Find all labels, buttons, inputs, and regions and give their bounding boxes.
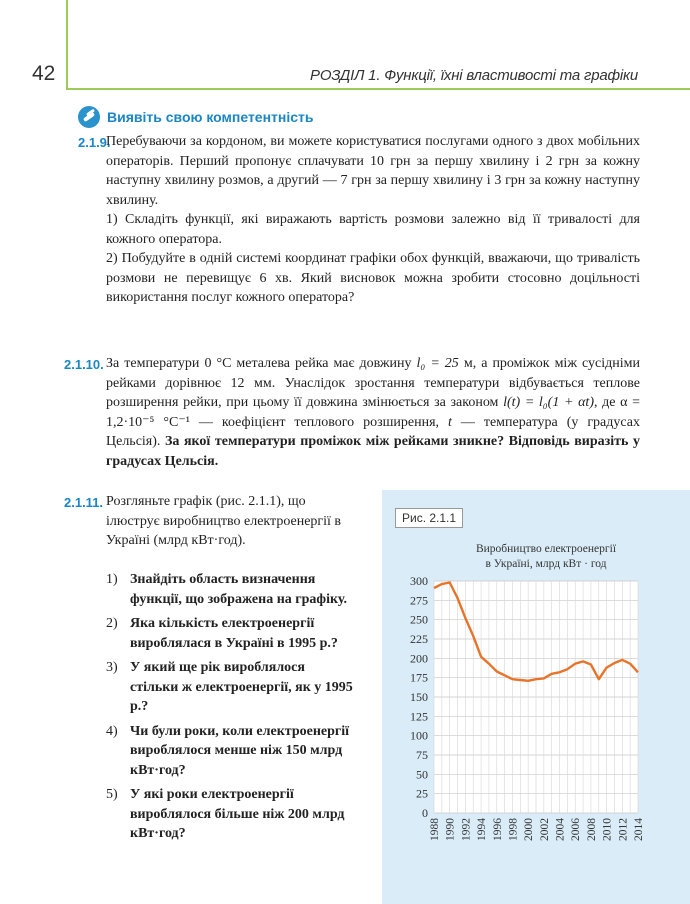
y-tick-label: 50 [416,767,428,782]
y-tick-label: 225 [410,632,428,646]
x-tick-label: 2004 [554,818,567,841]
y-tick-label: 175 [410,670,428,685]
y-tick-label: 300 [410,574,428,588]
question-item: 5) У які роки електроенергії вироблялося більше ніж 200 млрд кВт·год? [106,787,345,841]
electricity-chart [382,490,690,904]
formula-t: t [448,414,452,430]
formula-alpha: α = 1,2·10⁻⁵ °С⁻¹ [106,395,641,430]
problem-text: м, а проміжок між сусідніми рейками дорівнює 12 мм. Унаслідок зростання температури відбувається теплове розширення рейки, при цьому її довжина змінюється за законом [106,356,640,410]
chart-title: Виробництво електроенергії [475,543,617,555]
y-tick-label: 0 [422,806,428,820]
problem-number-2-1-10: 2.1.10. [64,357,104,372]
problem-text: Перебуваючи за кордоном, ви можете користуватися послугами одного з двох мобільних операторів. Перший пропонує сплачувати 10 грн за першу хвилину і 2 грн за кожну наступну хвилину розмов, а другий — 7 грн за першу хвилину і 3 грн за кожну наступну хвилину. [106,134,640,208]
x-tick-label: 1994 [476,818,489,841]
question-item: 3) У який ще рік вироблялося стільки ж електроенергії, як у 1995 р.? [106,660,353,714]
x-tick-label: 1992 [460,818,473,841]
y-tick-label: 25 [416,786,428,801]
problem-2-1-10 [106,354,640,471]
question-item: 2) Яка кількість електроенергії вироблялася в Україні в 1995 р.? [106,616,338,651]
y-tick-label: 250 [410,612,428,627]
problem-question: За якої температури проміжок між рейками зникне? Відповідь виразіть у градусах Цельсія. [106,434,641,469]
problem-number-2-1-11: 2.1.11. [64,495,104,510]
section-header [78,106,314,128]
competence-icon [78,106,100,128]
question-list [106,570,356,849]
section-title: Виявіть свою компетентність [107,109,314,125]
x-tick-label: 1998 [507,818,520,841]
page-number: 42 [32,62,56,85]
x-tick-label: 1988 [429,818,441,841]
x-tick-label: 2006 [570,818,583,841]
y-tick-label: 150 [410,690,428,704]
y-tick-label: 275 [410,593,428,608]
problem-text: — коефіцієнт теплового розширення, [198,414,440,430]
x-tick-label: 2008 [585,818,598,841]
question-item: 1) Знайдіть область визначення функції, що зображена на графіку. [106,572,347,607]
y-tick-label: 125 [410,709,428,724]
running-head: РОЗДІЛ 1. Функції, їхні властивості та графіки [310,67,638,84]
x-tick-label: 1996 [491,818,504,841]
x-tick-label: 1990 [444,818,457,841]
question-item: 4) Чи були роки, коли електроенергії вироблялося менше ніж 150 млрд кВт·год? [106,723,350,778]
x-tick-label: 2000 [523,818,536,841]
y-tick-label: 200 [410,651,428,666]
problem-2-1-11 [106,492,358,551]
problem-number-2-1-9: 2.1.9. [78,135,111,150]
y-tick-label: 100 [410,728,428,743]
problem-item: 2) Побудуйте в одній системі координат графіки обох функцій, вважаючи, що тривалість розмови не перевищує 6 хв. Який висновок можна зробити стосовно доцільності використання послуг кожного оператора? [106,251,640,305]
problem-text: — температура (у градусах Цельсія). [106,414,640,449]
formula-law: l(t) = l₀(1 + αt) [503,395,594,410]
problem-text: , де [593,395,616,410]
problem-text: За температури 0 °С металева рейка має довжину [106,356,412,371]
y-tick-label: 75 [416,748,428,762]
figure-label: Рис. 2.1.1 [395,508,463,528]
formula-l0: l₀ = 25 [416,356,459,371]
chart-subtitle: в Україні, млрд кВт · год [485,558,607,570]
x-tick-label: 2014 [633,818,645,841]
x-tick-label: 2010 [601,818,614,841]
problem-item: 1) Складіть функції, які виражають вартість розмови залежно від її тривалості для кожного оператора. [106,212,640,247]
problem-text: Розгляньте графік (рис. 2.1.1), що ілюструє виробництво електроенергії в Україні (млрд кВт·год). [106,494,342,548]
x-tick-label: 2012 [617,818,630,841]
x-tick-label: 2002 [538,818,551,841]
problem-2-1-9 [106,132,640,308]
